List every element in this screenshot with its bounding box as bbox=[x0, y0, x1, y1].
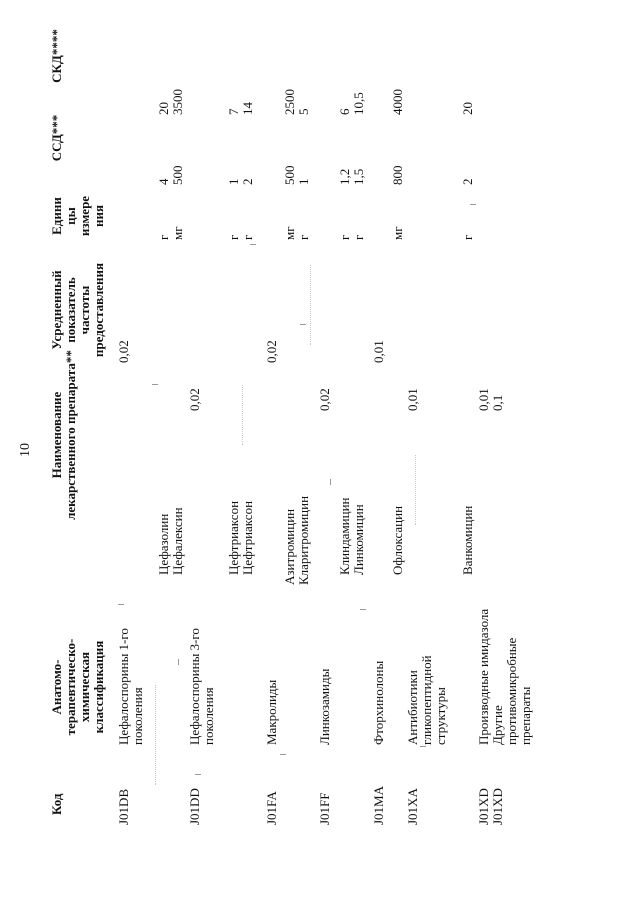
drug-name: Офлоксацин bbox=[390, 505, 405, 575]
header-freq-3: частоты bbox=[77, 285, 92, 335]
drug-name: Клиндамицин bbox=[337, 497, 352, 575]
row-atc: препараты bbox=[518, 686, 533, 745]
row-code: J01XA bbox=[405, 788, 420, 825]
row-freq: 0,1 bbox=[490, 394, 505, 411]
drug-name: Ванкомицин bbox=[460, 505, 475, 575]
row-freq: 0,02 bbox=[264, 340, 279, 363]
header-ssd: ССД*** bbox=[49, 114, 64, 162]
drug-ssd: 1,5 bbox=[351, 168, 366, 185]
scan-mark bbox=[152, 384, 158, 385]
drug-skd: 7 bbox=[226, 108, 241, 115]
row-atc: Цефалоспорины 1-го bbox=[116, 628, 131, 745]
row-atc: гликопептидной bbox=[419, 655, 434, 745]
drug-ssd: 500 bbox=[282, 165, 297, 185]
drug-skd: 3500 bbox=[170, 89, 185, 115]
row-atc: структуры bbox=[433, 687, 448, 745]
row-code: J01DD bbox=[187, 788, 202, 825]
row-freq: 0,02 bbox=[317, 388, 332, 411]
row-code: J01XD bbox=[476, 788, 491, 825]
scan-line bbox=[310, 265, 311, 345]
header-freq-1: Усредненный bbox=[49, 270, 64, 350]
drug-unit: г bbox=[226, 234, 241, 240]
scan-line bbox=[242, 385, 243, 445]
drug-name: Цефалексин bbox=[170, 507, 185, 575]
header-atc-2: терапевтическо- bbox=[63, 638, 78, 736]
row-code: J01MA bbox=[371, 785, 386, 825]
row-freq: 0,02 bbox=[187, 388, 202, 411]
drug-unit: г bbox=[460, 234, 475, 240]
header-drug-1: Наименование bbox=[49, 391, 64, 479]
drug-skd: 6 bbox=[337, 108, 352, 115]
drug-name: Линкомицин bbox=[351, 504, 366, 575]
drug-unit: мг bbox=[282, 226, 297, 240]
drug-name: Азитромицин bbox=[282, 508, 297, 585]
row-atc: Другие bbox=[490, 705, 505, 745]
header-unit-3: измере bbox=[77, 195, 92, 237]
drug-unit: г bbox=[240, 234, 255, 240]
row-atc: поколения bbox=[201, 687, 216, 745]
header-atc-3: химическая bbox=[77, 651, 92, 723]
scan-mark bbox=[178, 659, 179, 665]
header-unit-4: ния bbox=[91, 205, 106, 228]
scan-mark bbox=[420, 746, 426, 747]
header-skd: СКД**** bbox=[49, 29, 64, 83]
drug-unit: г bbox=[156, 234, 171, 240]
header-freq-2: показатель bbox=[63, 277, 78, 343]
scan-mark bbox=[330, 479, 331, 485]
scan-mark bbox=[250, 244, 256, 245]
row-code: J01FA bbox=[264, 791, 279, 825]
drug-skd: 10,5 bbox=[351, 92, 366, 115]
scan-line bbox=[415, 455, 416, 525]
row-code: J01FF bbox=[317, 792, 332, 825]
header-unit-1: Едини bbox=[49, 197, 64, 235]
header-drug-2: лекарственного препарата** bbox=[63, 350, 78, 520]
row-freq: 0,02 bbox=[116, 340, 131, 363]
drug-skd: 20 bbox=[156, 102, 171, 115]
drug-ssd: 500 bbox=[170, 165, 185, 185]
drug-ssd: 1 bbox=[226, 178, 241, 185]
drug-name: Цефтриаксон bbox=[226, 500, 241, 575]
drug-skd: 14 bbox=[240, 102, 255, 115]
header-atc-1: Анатомо- bbox=[49, 659, 64, 715]
row-atc: Линкозамиды bbox=[317, 668, 332, 745]
row-atc: Фторхинолоны bbox=[371, 660, 386, 745]
header-atc-4: классификация bbox=[91, 640, 106, 734]
scan-line bbox=[155, 685, 156, 785]
header-unit-2: цы bbox=[63, 207, 78, 225]
drug-unit: г bbox=[351, 234, 366, 240]
drug-ssd: 800 bbox=[390, 165, 405, 185]
header-freq-4: предоставления bbox=[91, 262, 106, 358]
page-number: 10 bbox=[18, 443, 33, 457]
drug-ssd: 1,2 bbox=[337, 168, 352, 185]
row-atc: Антибиотики bbox=[405, 670, 420, 745]
scan-mark bbox=[195, 774, 201, 775]
row-atc: Производные имидазола bbox=[476, 608, 491, 745]
drug-unit: г bbox=[296, 234, 311, 240]
drug-ssd: 1 bbox=[296, 178, 311, 185]
drug-unit: г bbox=[337, 234, 352, 240]
row-freq: 0,01 bbox=[371, 340, 386, 363]
drug-ssd: 4 bbox=[156, 178, 171, 185]
drug-ssd: 2 bbox=[240, 178, 255, 185]
row-atc: Макролиды bbox=[264, 679, 279, 745]
scan-mark bbox=[300, 324, 306, 325]
scan-mark bbox=[118, 604, 124, 605]
row-atc: Цефалоспорины 3-го bbox=[187, 628, 202, 745]
row-atc: противомикробные bbox=[504, 637, 519, 745]
row-freq: 0,01 bbox=[476, 388, 491, 411]
scan-mark bbox=[360, 609, 366, 610]
drug-name: Цефазолин bbox=[156, 513, 171, 575]
drug-skd: 5 bbox=[296, 108, 311, 115]
drug-skd: 4000 bbox=[390, 89, 405, 115]
scan-mark bbox=[280, 754, 286, 755]
scan-mark bbox=[470, 204, 476, 205]
row-atc: поколения bbox=[130, 687, 145, 745]
header-code: Код bbox=[49, 793, 64, 815]
drug-ssd: 2 bbox=[460, 178, 475, 185]
drug-unit: мг bbox=[170, 226, 185, 240]
row-freq: 0,01 bbox=[405, 388, 420, 411]
row-code: J01DB bbox=[116, 788, 131, 825]
drug-skd: 2500 bbox=[282, 89, 297, 115]
drug-unit: мг bbox=[390, 226, 405, 240]
drug-name: Кларитромицин bbox=[296, 495, 311, 585]
row-code: J01XD bbox=[490, 788, 505, 825]
drug-skd: 20 bbox=[460, 102, 475, 115]
drug-name: Цефтриаксон bbox=[240, 500, 255, 575]
